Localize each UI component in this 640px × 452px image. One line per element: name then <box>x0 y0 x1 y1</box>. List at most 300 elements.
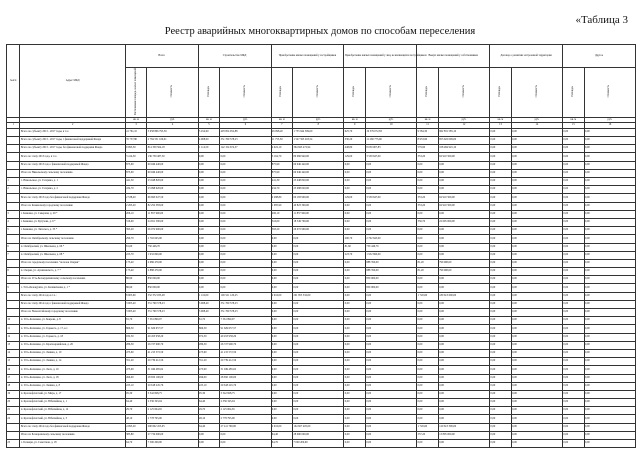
row-value: 223,70 <box>344 251 366 259</box>
row-value: 41 215 572,59 <box>147 349 198 357</box>
row-value: 0,00 <box>438 415 489 423</box>
row-value: 0,00 <box>490 317 512 325</box>
row-value: 0,00 <box>563 145 585 153</box>
row-value: 81,70 <box>125 317 147 325</box>
row-value: 0,00 <box>584 145 635 153</box>
row-value: 0,00 <box>293 325 344 333</box>
header-no: №п/п <box>7 45 20 118</box>
column-number-cell: 2 <box>20 123 125 129</box>
row-value: 0,00 <box>271 382 293 390</box>
row-value: 81,20 <box>417 259 439 267</box>
table-row <box>7 366 636 374</box>
row-value: 393,20 <box>125 227 147 235</box>
row-value: 0,00 <box>584 325 635 333</box>
row-value: 0,00 <box>417 210 439 218</box>
row-value: 0,00 <box>220 235 271 243</box>
row-value: 18 549 700,00 <box>293 218 344 226</box>
row-value: 69 046 440,00 <box>293 161 344 169</box>
table-row <box>7 194 636 202</box>
row-value: 0,00 <box>438 276 489 284</box>
row-value: 0,00 <box>584 349 635 357</box>
row-value: 0,00 <box>198 235 220 243</box>
row-value: 0,00 <box>490 325 512 333</box>
row-value: 142 154 674,37 <box>220 145 271 153</box>
row-value: 0,00 <box>511 202 562 210</box>
row-value: 0,00 <box>490 210 512 218</box>
row-value: 8 953,90 <box>417 137 439 145</box>
row-value: 0,00 <box>563 440 585 448</box>
row-value: 0,00 <box>344 309 366 317</box>
row-value: 1 116,00 <box>198 292 220 300</box>
unit-cell: руб. <box>511 117 562 123</box>
row-value: 330,20 <box>344 137 366 145</box>
row-value: 0,00 <box>344 431 366 439</box>
row-number: 5 <box>7 227 20 235</box>
row-value: 0,00 <box>511 268 562 276</box>
row-address: п. Краснофлотский, ул. Юбилейная, д. 3 <box>20 415 125 423</box>
column-number-cell: 1 <box>7 123 20 129</box>
row-value: 69 046 440,00 <box>147 161 198 169</box>
row-value: 0,00 <box>365 300 416 308</box>
row-value: 0,00 <box>220 259 271 267</box>
column-number-cell: 10 <box>365 123 416 129</box>
row-value: 86,90 <box>125 284 147 292</box>
row-value: 1 735 944 569,00 <box>293 128 344 136</box>
row-value: 9 993,30 <box>125 145 147 153</box>
row-value: 200 602 455,05 <box>147 423 198 431</box>
row-value: 201 855 332,00 <box>293 292 344 300</box>
table-row <box>7 276 636 284</box>
row-value: 0,00 <box>584 251 635 259</box>
row-value: 1 952 690,00 <box>365 251 416 259</box>
row-value: 0,00 <box>511 349 562 357</box>
row-value: 1 720,60 <box>417 292 439 300</box>
row-value: 81,20 <box>417 268 439 276</box>
row-value: 0,00 <box>293 366 344 374</box>
row-value: 0,00 <box>490 358 512 366</box>
row-value: 814 359 564,18 <box>147 145 198 153</box>
row-value: 1 547 593 203,54 <box>293 137 344 145</box>
row-value: 0,00 <box>198 202 220 210</box>
row-value: 448,80 <box>344 145 366 153</box>
row-value: 0,00 <box>438 178 489 186</box>
row-value: 3 905,40 <box>125 300 147 308</box>
row-value: 473,60 <box>125 349 147 357</box>
row-value: 290,70 <box>125 235 147 243</box>
row-number <box>7 137 20 145</box>
row-value: 95,30 <box>125 390 147 398</box>
row-value: 0,00 <box>511 415 562 423</box>
row-value: 0,00 <box>365 309 416 317</box>
row-value: 180 613 600,00 <box>438 292 489 300</box>
row-number: 19 <box>7 390 20 398</box>
row-value: 81,70 <box>198 317 220 325</box>
row-value: 2 778 795,00 <box>147 415 198 423</box>
row-value: 0,00 <box>584 218 635 226</box>
table-row <box>7 349 636 357</box>
row-number: 8 <box>7 268 20 276</box>
row-number <box>7 194 20 202</box>
table-row <box>7 382 636 390</box>
row-value: 0,00 <box>584 243 635 251</box>
row-address: Итого по Новоалтайскому городскому поселению <box>20 309 125 317</box>
row-value: 0,00 <box>417 415 439 423</box>
row-value: 26 072 900,00 <box>293 227 344 235</box>
row-value: 0,00 <box>490 390 512 398</box>
row-value: 441,30 <box>125 178 147 186</box>
row-value: 875,90 <box>271 169 293 177</box>
row-value: 0,00 <box>271 317 293 325</box>
row-value: 0,00 <box>584 431 635 439</box>
row-value: 0,00 <box>293 251 344 259</box>
header-group-buyout: Выкуп жилых помещений у собственников <box>417 45 490 68</box>
row-value: 0,00 <box>511 300 562 308</box>
row-value: 0,00 <box>365 366 416 374</box>
row-value: 0,00 <box>563 210 585 218</box>
header-sub-cost: Стоимость <box>365 68 416 118</box>
row-value: 0,00 <box>511 178 562 186</box>
row-value: 9 584,30 <box>417 128 439 136</box>
row-value: 850 000,00 <box>147 284 198 292</box>
row-value: 790 000,00 <box>438 259 489 267</box>
row-value: 0,00 <box>220 251 271 259</box>
row-value: 7 361 890,97 <box>220 317 271 325</box>
row-address: с. Бочкари, ул. Советская, д. 18 <box>20 440 125 448</box>
row-value: 0,00 <box>511 431 562 439</box>
row-value: 0,00 <box>220 153 271 161</box>
row-value: 13 895 000,00 <box>438 431 489 439</box>
row-value: 0,00 <box>490 169 512 177</box>
row-value: 0,00 <box>438 399 489 407</box>
row-value: 496,00 <box>125 374 147 382</box>
row-value: 0,00 <box>365 390 416 398</box>
row-value: 64,40 <box>125 399 147 407</box>
row-value: 136 739 487,50 <box>147 153 198 161</box>
row-value: 0,00 <box>584 407 635 415</box>
row-value: 0,00 <box>563 341 585 349</box>
row-address: п. Усть-Калманка, ул. Лесн, д. 18 <box>20 374 125 382</box>
row-value: 0,00 <box>220 268 271 276</box>
row-value: 0,00 <box>490 309 512 317</box>
row-value: 0,00 <box>365 415 416 423</box>
row-value: 3 908,40 <box>198 300 220 308</box>
row-number <box>7 309 20 317</box>
row-value: 0,00 <box>511 243 562 251</box>
row-number: 20 <box>7 399 20 407</box>
row-value: 0,00 <box>220 186 271 194</box>
row-value: 0,00 <box>438 349 489 357</box>
table-row <box>7 268 636 276</box>
row-number <box>7 292 20 300</box>
row-number: 16 <box>7 366 20 374</box>
row-value: 0,00 <box>490 161 512 169</box>
row-value: 0,00 <box>365 227 416 235</box>
row-value: 2 336 343,04 <box>147 399 198 407</box>
row-value: 0,00 <box>584 415 635 423</box>
row-value: 0,00 <box>344 268 366 276</box>
row-value: 0,00 <box>563 202 585 210</box>
row-value: 0,00 <box>417 235 439 243</box>
unit-cell: руб. <box>438 117 489 123</box>
table-row <box>7 145 636 153</box>
header-sub-cost: Стоимость <box>511 68 562 118</box>
unit-cell: руб. <box>147 117 198 123</box>
row-value: 0,00 <box>271 341 293 349</box>
row-value: 0,00 <box>584 390 635 398</box>
row-value: 0,00 <box>344 169 366 177</box>
row-value: 0,00 <box>365 169 416 177</box>
row-value: 496,00 <box>198 374 220 382</box>
row-value: 0,00 <box>511 259 562 267</box>
row-value: 0,00 <box>563 407 585 415</box>
row-value: 0,00 <box>584 358 635 366</box>
row-value: 0,00 <box>365 186 416 194</box>
row-value: 1 085,90 <box>271 202 293 210</box>
row-value: 0,00 <box>438 227 489 235</box>
row-value: 552 372 033,28 <box>147 292 198 300</box>
header-sub-area: Площадь <box>344 68 366 118</box>
row-value: 0,00 <box>271 349 293 357</box>
unit-cell: руб. <box>584 117 635 123</box>
row-value: 0,00 <box>293 407 344 415</box>
row-value: 0,00 <box>344 218 366 226</box>
row-value: 0,00 <box>511 317 562 325</box>
row-number <box>7 235 20 243</box>
row-value: 0,00 <box>271 243 293 251</box>
row-value: 23 098 620,00 <box>147 186 198 194</box>
row-value: 0,00 <box>417 325 439 333</box>
row-value: 0,00 <box>417 276 439 284</box>
table-row <box>7 423 636 431</box>
row-value: 0,00 <box>511 284 562 292</box>
row-value: 353,20 <box>417 153 439 161</box>
row-value: 0,00 <box>511 186 562 194</box>
row-value: 0,00 <box>563 415 585 423</box>
row-value: 0,00 <box>271 358 293 366</box>
row-value: 48,10 <box>198 415 220 423</box>
row-value: 0,00 <box>365 382 416 390</box>
row-value: 1 720,60 <box>417 423 439 431</box>
row-value: 0,00 <box>490 202 512 210</box>
row-value: 0,00 <box>584 153 635 161</box>
row-value: 888 350,00 <box>365 259 416 267</box>
row-value: 0,00 <box>220 276 271 284</box>
row-value: 0,00 <box>563 399 585 407</box>
table-row <box>7 202 636 210</box>
row-value: 0,00 <box>490 259 512 267</box>
row-value: 0,00 <box>344 407 366 415</box>
row-value: 164 827 405,00 <box>293 423 344 431</box>
row-value: 7 500 200,00 <box>147 440 198 448</box>
row-value: 0,00 <box>490 292 512 300</box>
header-sub-area: Площадь <box>563 68 585 118</box>
row-value: 0,00 <box>220 169 271 177</box>
row-value: 0,00 <box>417 358 439 366</box>
row-value: 0,00 <box>584 202 635 210</box>
row-value: 2 125 604,65 <box>147 407 198 415</box>
row-value: 0,00 <box>365 423 416 431</box>
table-row <box>7 128 636 136</box>
row-value: 0,00 <box>198 440 220 448</box>
row-value: 0,00 <box>365 325 416 333</box>
row-number <box>7 169 20 177</box>
table-row <box>7 358 636 366</box>
row-value: 351 769 578,23 <box>220 309 271 317</box>
row-value: 0,00 <box>198 251 220 259</box>
row-value: 0,00 <box>584 423 635 431</box>
row-value: 0,00 <box>438 243 489 251</box>
row-number: 4 <box>7 218 20 226</box>
row-value: 0,00 <box>293 415 344 423</box>
column-number-cell: 7 <box>271 123 293 129</box>
row-value: 0,00 <box>490 440 512 448</box>
row-value: 120 613 300,00 <box>438 423 489 431</box>
row-address: Всего по субъекту 2013 - 2017 годы, в т.ч.: <box>20 128 125 136</box>
row-value: 0,00 <box>584 227 635 235</box>
row-value: 0,00 <box>438 325 489 333</box>
row-value: 0,00 <box>271 399 293 407</box>
row-value: 0,00 <box>417 366 439 374</box>
row-value: 0,00 <box>344 440 366 448</box>
row-number: 11 <box>7 325 20 333</box>
row-value: 0,00 <box>344 284 366 292</box>
header-sub-cost: Стоимость <box>584 68 635 118</box>
row-value: 0,00 <box>563 235 585 243</box>
row-address: Итого по Октябрьскому сельскому поселению <box>20 235 125 243</box>
row-value: 62 910 500,00 <box>438 153 489 161</box>
row-value: 0,00 <box>584 333 635 341</box>
row-address: п. Усть-Калманка, ул. Красноармейская, д. 26 <box>20 341 125 349</box>
row-value: 0,00 <box>220 161 271 169</box>
row-value: 0,00 <box>490 153 512 161</box>
row-value: 0,00 <box>511 358 562 366</box>
row-value: 0,00 <box>563 128 585 136</box>
row-number: 14 <box>7 349 20 357</box>
row-value: 0,00 <box>417 169 439 177</box>
row-number: 12 <box>7 333 20 341</box>
table-row <box>7 161 636 169</box>
row-value: 888 350,00 <box>365 268 416 276</box>
unit-cell: кв. м <box>490 117 512 123</box>
row-value: 0,00 <box>198 161 220 169</box>
row-value: 0,00 <box>438 333 489 341</box>
row-value: 0,00 <box>490 407 512 415</box>
column-number-cell: 6 <box>220 123 271 129</box>
row-number <box>7 276 20 284</box>
row-value: 0,00 <box>220 178 271 186</box>
row-value: 0,00 <box>271 309 293 317</box>
row-number: 7 <box>7 251 20 259</box>
row-value: 0,00 <box>344 178 366 186</box>
row-value: 0,00 <box>584 259 635 267</box>
row-value: 29 739 412,56 <box>220 358 271 366</box>
row-value: 80 066 940,00 <box>293 153 344 161</box>
row-value: 26 098,20 <box>271 128 293 136</box>
row-value: 86,90 <box>125 276 147 284</box>
row-value: 0,00 <box>584 341 635 349</box>
row-value: 0,00 <box>344 399 366 407</box>
row-value: 0,00 <box>271 333 293 341</box>
row-value: 0,00 <box>563 382 585 390</box>
row-value: 2 916,00 <box>271 423 293 431</box>
row-value: 0,00 <box>584 194 635 202</box>
row-value: 91 629 657,57 <box>220 325 271 333</box>
table-row <box>7 243 636 251</box>
row-value: 0,00 <box>511 276 562 284</box>
row-value: 0,00 <box>584 317 635 325</box>
row-value: 0,00 <box>511 227 562 235</box>
row-value: 0,00 <box>438 366 489 374</box>
row-value: 0,00 <box>293 349 344 357</box>
row-value: 0,00 <box>198 268 220 276</box>
row-value: 0,00 <box>198 194 220 202</box>
row-address: г. Каменка, ул. Энгельса, д. 35 * <box>20 227 125 235</box>
row-value: 290,70 <box>344 235 366 243</box>
row-value: 853 922 099,00 <box>438 137 489 145</box>
row-value: 0,00 <box>271 366 293 374</box>
row-value: 0,00 <box>563 243 585 251</box>
row-value: 0,00 <box>584 300 635 308</box>
row-value: 0,00 <box>271 259 293 267</box>
row-value: 62 910 500,00 <box>438 202 489 210</box>
row-value: 0,00 <box>563 358 585 366</box>
column-number-cell: 13 <box>490 123 512 129</box>
row-value: 5 454,90 <box>198 128 220 136</box>
row-value: 0,00 <box>365 218 416 226</box>
row-value: 351 769 578,23 <box>147 309 198 317</box>
row-value: 0,00 <box>293 317 344 325</box>
table-row <box>7 300 636 308</box>
row-value: 28 650 100,00 <box>220 374 271 382</box>
row-value: 27 411 790,00 <box>220 423 271 431</box>
row-value: 0,00 <box>220 218 271 226</box>
unit-cell: кв. м <box>344 117 366 123</box>
row-address: с. Усть-Белокуриха, ул. Калиниченко д. 1 * <box>20 284 125 292</box>
row-value: 27 734 000,00 <box>147 431 198 439</box>
table-row <box>7 341 636 349</box>
row-value: 23 048 820,00 <box>147 178 198 186</box>
row-value: 20 618 245,76 <box>147 382 198 390</box>
row-address: Всего по этапу 2013 года без финансовой поддержки Фонда <box>20 194 125 202</box>
row-number: 1 <box>7 178 20 186</box>
row-value: 0,00 <box>563 251 585 259</box>
row-value: 0,00 <box>344 259 366 267</box>
row-address: п. Усть-Калманка, ул. Лесн, д. 10 <box>20 366 125 374</box>
row-value: 26 072 900,00 <box>147 227 198 235</box>
row-value: 0,00 <box>438 235 489 243</box>
unit-cell: кв. м <box>417 117 439 123</box>
row-value: 3 658 866 795,39 <box>147 128 198 136</box>
row-address: Всего по этапу 2014 года без финансовой поддержки Фонда <box>20 423 125 431</box>
row-value: 0,00 <box>490 341 512 349</box>
row-value: 0,00 <box>365 210 416 218</box>
row-address: Итого по Никольскому сельскому поселению <box>20 169 125 177</box>
row-value: 0,00 <box>365 292 416 300</box>
row-number: 21 <box>7 407 20 415</box>
row-address: Итого по Бочкаревскому сельскому поселению <box>20 431 125 439</box>
row-value: 49 453 958,29 <box>147 333 198 341</box>
column-number-cell: 3 <box>125 123 147 129</box>
row-value: 0,00 <box>511 194 562 202</box>
row-value: 0,00 <box>584 366 635 374</box>
row-value: 129,00 <box>344 194 366 202</box>
row-value: 0,00 <box>293 382 344 390</box>
row-value: 0,00 <box>584 399 635 407</box>
row-value: 0,00 <box>417 399 439 407</box>
row-value: 0,00 <box>344 382 366 390</box>
row-value: 0,00 <box>563 349 585 357</box>
row-number: 18 <box>7 382 20 390</box>
